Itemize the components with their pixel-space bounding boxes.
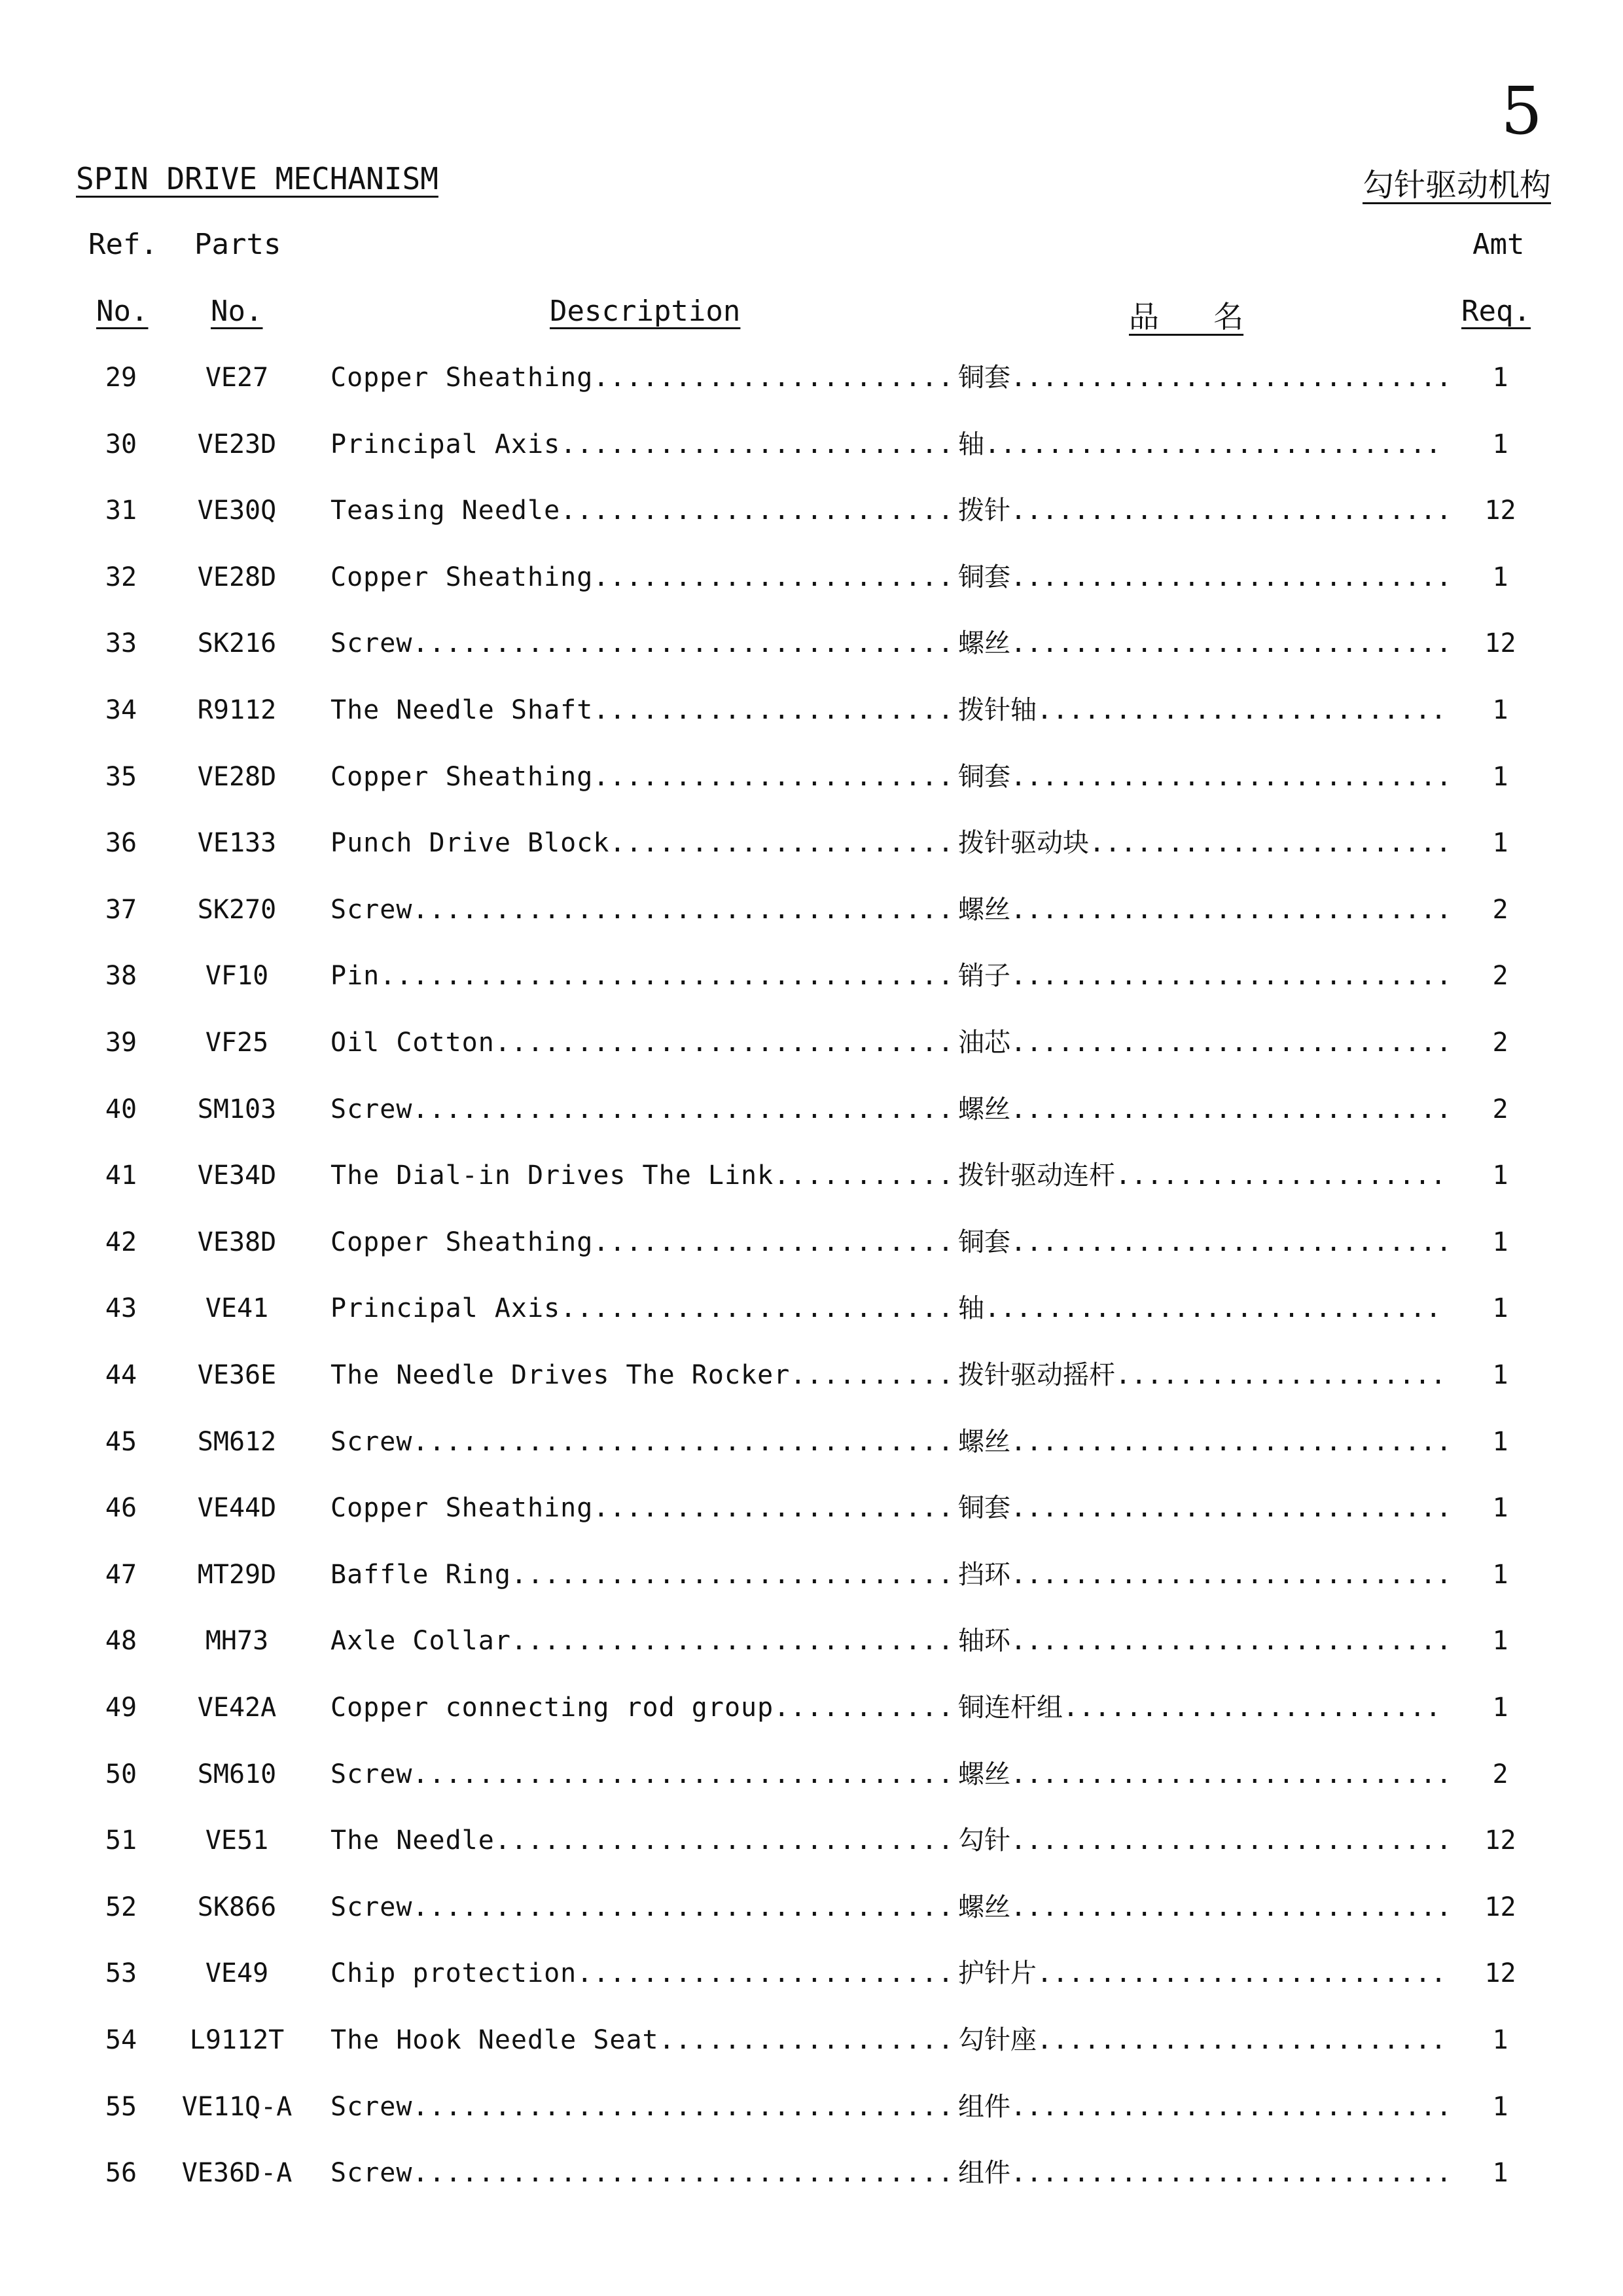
ref-number: 29 xyxy=(105,363,137,393)
chinese-name: 螺丝 ..... xyxy=(958,1077,1446,1142)
ref-number: 36 xyxy=(105,828,137,859)
amount-required: 12 xyxy=(1484,1892,1516,1922)
section-title-english: SPIN DRIVE MECHANISM xyxy=(76,161,438,196)
part-number: VE23D xyxy=(197,429,277,459)
description: Copper Sheathing ..... xyxy=(330,345,952,410)
description: Principal Axis ..... xyxy=(330,1276,952,1341)
part-number: VF25 xyxy=(205,1028,269,1058)
part-number: VE38D xyxy=(197,1227,277,1257)
chinese-name: 拨针驱动摇杆 ..... xyxy=(958,1342,1446,1408)
table-row xyxy=(0,2007,1623,2073)
amount-required: 1 xyxy=(1492,2025,1508,2055)
table-row xyxy=(0,744,1623,810)
description: Screw ..... xyxy=(330,611,952,676)
part-number: VE28D xyxy=(197,562,277,592)
ref-number: 45 xyxy=(105,1426,137,1457)
part-number: VE44D xyxy=(197,1493,277,1524)
part-number: MT29D xyxy=(197,1559,277,1590)
part-number: VE36E xyxy=(197,1360,277,1390)
chinese-name: 螺丝 ..... xyxy=(958,1409,1446,1475)
table-row xyxy=(0,2074,1623,2140)
header-parts-top: Parts xyxy=(194,228,281,261)
header-ref-no: No. xyxy=(96,295,149,328)
ref-number: 51 xyxy=(105,1825,137,1856)
part-number: SM610 xyxy=(197,1759,277,1789)
description: Axle Collar ..... xyxy=(330,1608,952,1674)
ref-number: 34 xyxy=(105,695,137,725)
table-row xyxy=(0,1475,1623,1541)
chinese-name: 组件 ..... xyxy=(958,2074,1446,2140)
description: The Hook Needle Seat ..... xyxy=(330,2007,952,2073)
description: Screw ..... xyxy=(330,1742,952,1807)
table-row xyxy=(0,943,1623,1009)
ref-number: 53 xyxy=(105,1958,137,1989)
header-description: Description xyxy=(550,295,741,328)
part-number: SM103 xyxy=(197,1094,277,1124)
amount-required: 2 xyxy=(1492,894,1508,925)
description: Copper Sheathing ..... xyxy=(330,1210,952,1275)
description: Screw ..... xyxy=(330,1409,952,1475)
description: Screw ..... xyxy=(330,1077,952,1142)
description: The Needle ..... xyxy=(330,1808,952,1873)
amount-required: 1 xyxy=(1492,1360,1508,1390)
part-number: VE49 xyxy=(205,1958,269,1989)
table-row xyxy=(0,877,1623,942)
table-row xyxy=(0,345,1623,410)
table-row xyxy=(0,1342,1623,1408)
amount-required: 1 xyxy=(1492,1426,1508,1457)
chinese-name: 拨针驱动块 ..... xyxy=(958,810,1446,876)
ref-number: 42 xyxy=(105,1227,137,1257)
header-parts-no: No. xyxy=(211,295,263,328)
amount-required: 1 xyxy=(1492,2091,1508,2122)
chinese-name: 螺丝 ..... xyxy=(958,877,1446,942)
ref-number: 37 xyxy=(105,894,137,925)
chinese-name: 拨针 ..... xyxy=(958,478,1446,543)
part-number: VE34D xyxy=(197,1160,277,1191)
amount-required: 1 xyxy=(1492,761,1508,792)
header-ref-top: Ref. xyxy=(88,228,158,261)
table-row xyxy=(0,1808,1623,1873)
description: Copper Sheathing ..... xyxy=(330,545,952,610)
amount-required: 1 xyxy=(1492,1693,1508,1723)
chinese-name: 轴 ..... xyxy=(958,412,1446,477)
amount-required: 1 xyxy=(1492,695,1508,725)
table-row xyxy=(0,1077,1623,1142)
ref-number: 38 xyxy=(105,961,137,992)
chinese-name: 铜连杆组 ..... xyxy=(958,1675,1446,1740)
table-row xyxy=(0,545,1623,610)
description: Copper Sheathing ..... xyxy=(330,1475,952,1541)
ref-number: 54 xyxy=(105,2025,137,2055)
part-number: VE27 xyxy=(205,363,269,393)
ref-number: 33 xyxy=(105,628,137,659)
part-number: SK216 xyxy=(197,628,277,659)
ref-number: 31 xyxy=(105,495,137,526)
ref-number: 39 xyxy=(105,1028,137,1058)
table-row xyxy=(0,677,1623,743)
header-amt-top: Amt xyxy=(1472,228,1525,261)
chinese-name: 铜套 ..... xyxy=(958,1475,1446,1541)
chinese-name: 轴环 ..... xyxy=(958,1608,1446,1674)
table-row xyxy=(0,1542,1623,1607)
chinese-name: 铜套 ..... xyxy=(958,744,1446,810)
table-row xyxy=(0,1608,1623,1674)
amount-required: 1 xyxy=(1492,1559,1508,1590)
table-row xyxy=(0,1276,1623,1341)
part-number: SM612 xyxy=(197,1426,277,1457)
chinese-name: 铜套 ..... xyxy=(958,345,1446,410)
description: Punch Drive Block ..... xyxy=(330,810,952,876)
chinese-name: 螺丝 ..... xyxy=(958,611,1446,676)
amount-required: 2 xyxy=(1492,1759,1508,1789)
amount-required: 12 xyxy=(1484,495,1516,526)
description: Oil Cotton ..... xyxy=(330,1010,952,1075)
amount-required: 1 xyxy=(1492,363,1508,393)
chinese-name: 勾针座 ..... xyxy=(958,2007,1446,2073)
amount-required: 2 xyxy=(1492,1094,1508,1124)
table-row xyxy=(0,1143,1623,1208)
part-number: VF10 xyxy=(205,961,269,992)
part-number: R9112 xyxy=(197,695,277,725)
part-number: SK270 xyxy=(197,894,277,925)
table-row xyxy=(0,1409,1623,1475)
ref-number: 52 xyxy=(105,1892,137,1922)
ref-number: 55 xyxy=(105,2091,137,2122)
description: Pin ..... xyxy=(330,943,952,1009)
table-row xyxy=(0,478,1623,543)
description: Copper Sheathing ..... xyxy=(330,744,952,810)
amount-required: 2 xyxy=(1492,961,1508,992)
table-row xyxy=(0,1941,1623,2006)
amount-required: 1 xyxy=(1492,562,1508,592)
chinese-name: 挡环 ..... xyxy=(958,1542,1446,1607)
ref-number: 43 xyxy=(105,1293,137,1324)
chinese-name: 铜套 ..... xyxy=(958,545,1446,610)
amount-required: 1 xyxy=(1492,1227,1508,1257)
section-title-chinese: 勾针驱动机构 xyxy=(1362,167,1551,204)
chinese-name: 勾针 ..... xyxy=(958,1808,1446,1873)
amount-required: 1 xyxy=(1492,828,1508,859)
description: Screw ..... xyxy=(330,877,952,942)
page-number: 5 xyxy=(1501,73,1543,149)
amount-required: 1 xyxy=(1492,1293,1508,1324)
description: Screw ..... xyxy=(330,1874,952,1940)
part-number: VE28D xyxy=(197,761,277,792)
ref-number: 50 xyxy=(105,1759,137,1789)
amount-required: 1 xyxy=(1492,1160,1508,1191)
ref-number: 49 xyxy=(105,1693,137,1723)
part-number: VE41 xyxy=(205,1293,269,1324)
description: Teasing Needle ..... xyxy=(330,478,952,543)
amount-required: 1 xyxy=(1492,429,1508,459)
amount-required: 12 xyxy=(1484,1825,1516,1856)
chinese-name: 铜套 ..... xyxy=(958,1210,1446,1275)
part-number: L9112T xyxy=(189,2025,285,2055)
ref-number: 56 xyxy=(105,2158,137,2189)
amount-required: 1 xyxy=(1492,1493,1508,1524)
chinese-name: 油芯 ..... xyxy=(958,1010,1446,1075)
ref-number: 35 xyxy=(105,761,137,792)
ref-number: 46 xyxy=(105,1493,137,1524)
description: Screw ..... xyxy=(330,2074,952,2140)
part-number: VE51 xyxy=(205,1825,269,1856)
description: The Needle Shaft ..... xyxy=(330,677,952,743)
amount-required: 1 xyxy=(1492,2158,1508,2189)
chinese-name: 组件 ..... xyxy=(958,2140,1446,2206)
part-number: VE30Q xyxy=(197,495,277,526)
ref-number: 30 xyxy=(105,429,137,459)
chinese-name: 螺丝 ..... xyxy=(958,1874,1446,1940)
part-number: VE36D-A xyxy=(181,2158,293,2189)
description: Screw ..... xyxy=(330,2140,952,2206)
ref-number: 41 xyxy=(105,1160,137,1191)
ref-number: 32 xyxy=(105,562,137,592)
description: The Dial-in Drives The Link ..... xyxy=(330,1143,952,1208)
part-number: VE133 xyxy=(197,828,277,859)
table-row xyxy=(0,1874,1623,1940)
chinese-name: 轴 ..... xyxy=(958,1276,1446,1341)
ref-number: 48 xyxy=(105,1626,137,1657)
header-chinese-name: 品 名 xyxy=(1129,299,1244,334)
part-number: VE11Q-A xyxy=(181,2091,293,2122)
description: Copper connecting rod group ..... xyxy=(330,1675,952,1740)
part-number: MH73 xyxy=(205,1626,269,1657)
amount-required: 12 xyxy=(1484,628,1516,659)
table-row xyxy=(0,2140,1623,2206)
description: Chip protection ..... xyxy=(330,1941,952,2006)
table-row xyxy=(0,810,1623,876)
chinese-name: 销子 ..... xyxy=(958,943,1446,1009)
description: Principal Axis ..... xyxy=(330,412,952,477)
description: The Needle Drives The Rocker ..... xyxy=(330,1342,952,1408)
part-number: VE42A xyxy=(197,1693,277,1723)
ref-number: 47 xyxy=(105,1559,137,1590)
ref-number: 44 xyxy=(105,1360,137,1390)
chinese-name: 螺丝 ..... xyxy=(958,1742,1446,1807)
description: Baffle Ring ..... xyxy=(330,1542,952,1607)
table-row xyxy=(0,611,1623,676)
part-number: SK866 xyxy=(197,1892,277,1922)
chinese-name: 护针片 ..... xyxy=(958,1941,1446,2006)
table-row xyxy=(0,1675,1623,1740)
ref-number: 40 xyxy=(105,1094,137,1124)
table-row xyxy=(0,1010,1623,1075)
table-row xyxy=(0,1210,1623,1275)
table-row xyxy=(0,412,1623,477)
chinese-name: 拨针轴 ..... xyxy=(958,677,1446,743)
header-amt-req: Req. xyxy=(1461,295,1531,328)
amount-required: 1 xyxy=(1492,1626,1508,1657)
chinese-name: 拨针驱动连杆 ..... xyxy=(958,1143,1446,1208)
amount-required: 2 xyxy=(1492,1028,1508,1058)
table-row xyxy=(0,1742,1623,1807)
amount-required: 12 xyxy=(1484,1958,1516,1989)
